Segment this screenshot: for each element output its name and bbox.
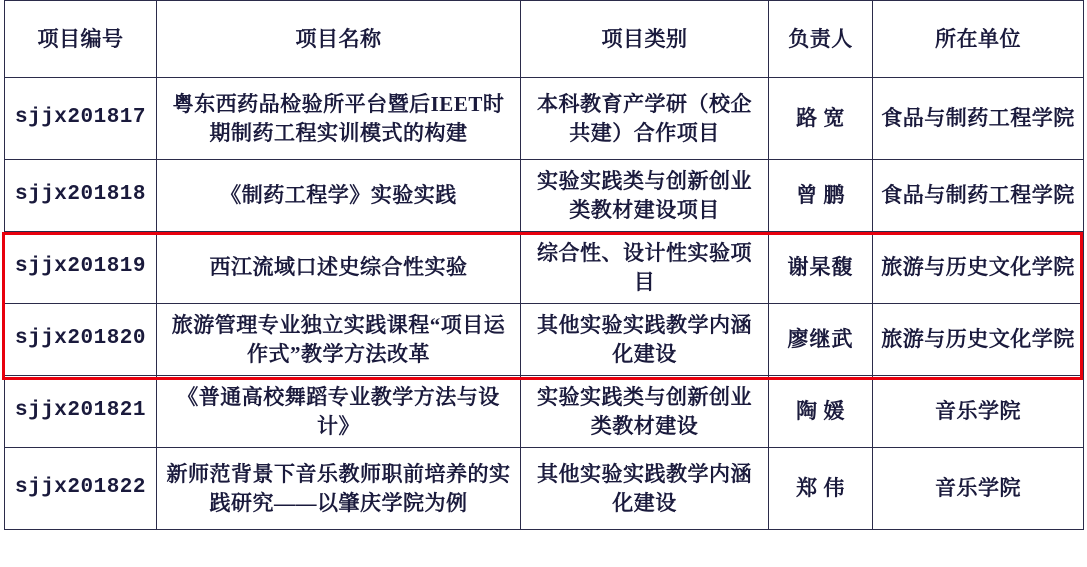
cell-name: 西江流域口述史综合性实验: [157, 232, 521, 304]
cell-unit: 食品与制药工程学院: [873, 160, 1084, 232]
table-row: [5, 160, 1084, 232]
cell-code: sjjx201820: [5, 304, 157, 376]
cell-name: 新师范背景下音乐教师职前培养的实践研究——以肇庆学院为例: [157, 448, 521, 530]
column-header-unit: 所在单位: [873, 1, 1084, 78]
column-header-code: 项目编号: [5, 1, 157, 78]
table-row-highlighted: [5, 304, 1084, 376]
cell-unit: 音乐学院: [873, 376, 1084, 448]
cell-type: 综合性、设计性实验项目: [521, 232, 769, 304]
cell-unit: 旅游与历史文化学院: [873, 304, 1084, 376]
cell-name: 《制药工程学》实验实践: [157, 160, 521, 232]
cell-unit: 旅游与历史文化学院: [873, 232, 1084, 304]
table-header: [5, 1, 1084, 78]
cell-name: 旅游管理专业独立实践课程“项目运作式”教学方法改革: [157, 304, 521, 376]
cell-name: 《普通高校舞蹈专业教学方法与设计》: [157, 376, 521, 448]
table-row: [5, 376, 1084, 448]
table-row-highlighted: [5, 232, 1084, 304]
cell-type: 本科教育产学研（校企共建）合作项目: [521, 78, 769, 160]
cell-person: 郑 伟: [769, 448, 873, 530]
table-row: [5, 448, 1084, 530]
cell-code: sjjx201821: [5, 376, 157, 448]
cell-person: 陶 媛: [769, 376, 873, 448]
cell-person: 曾 鹏: [769, 160, 873, 232]
column-header-type: 项目类别: [521, 1, 769, 78]
cell-type: 其他实验实践教学内涵化建设: [521, 304, 769, 376]
cell-person: 谢杲馥: [769, 232, 873, 304]
cell-person: 路 宽: [769, 78, 873, 160]
cell-type: 实验实践类与创新创业类教材建设项目: [521, 160, 769, 232]
column-header-name: 项目名称: [157, 1, 521, 78]
cell-type: 其他实验实践教学内涵化建设: [521, 448, 769, 530]
cell-code: sjjx201822: [5, 448, 157, 530]
project-table: [4, 0, 1084, 530]
cell-unit: 音乐学院: [873, 448, 1084, 530]
cell-code: sjjx201818: [5, 160, 157, 232]
column-header-person: 负责人: [769, 1, 873, 78]
cell-type: 实验实践类与创新创业类教材建设: [521, 376, 769, 448]
cell-unit: 食品与制药工程学院: [873, 78, 1084, 160]
cell-person: 廖继武: [769, 304, 873, 376]
cell-code: sjjx201819: [5, 232, 157, 304]
cell-code: sjjx201817: [5, 78, 157, 160]
cell-name: 粤东西药品检验所平台暨后IEET时期制药工程实训模式的构建: [157, 78, 521, 160]
table-header-row: [5, 1, 1084, 78]
table-body: [5, 78, 1084, 530]
table-row: [5, 78, 1084, 160]
